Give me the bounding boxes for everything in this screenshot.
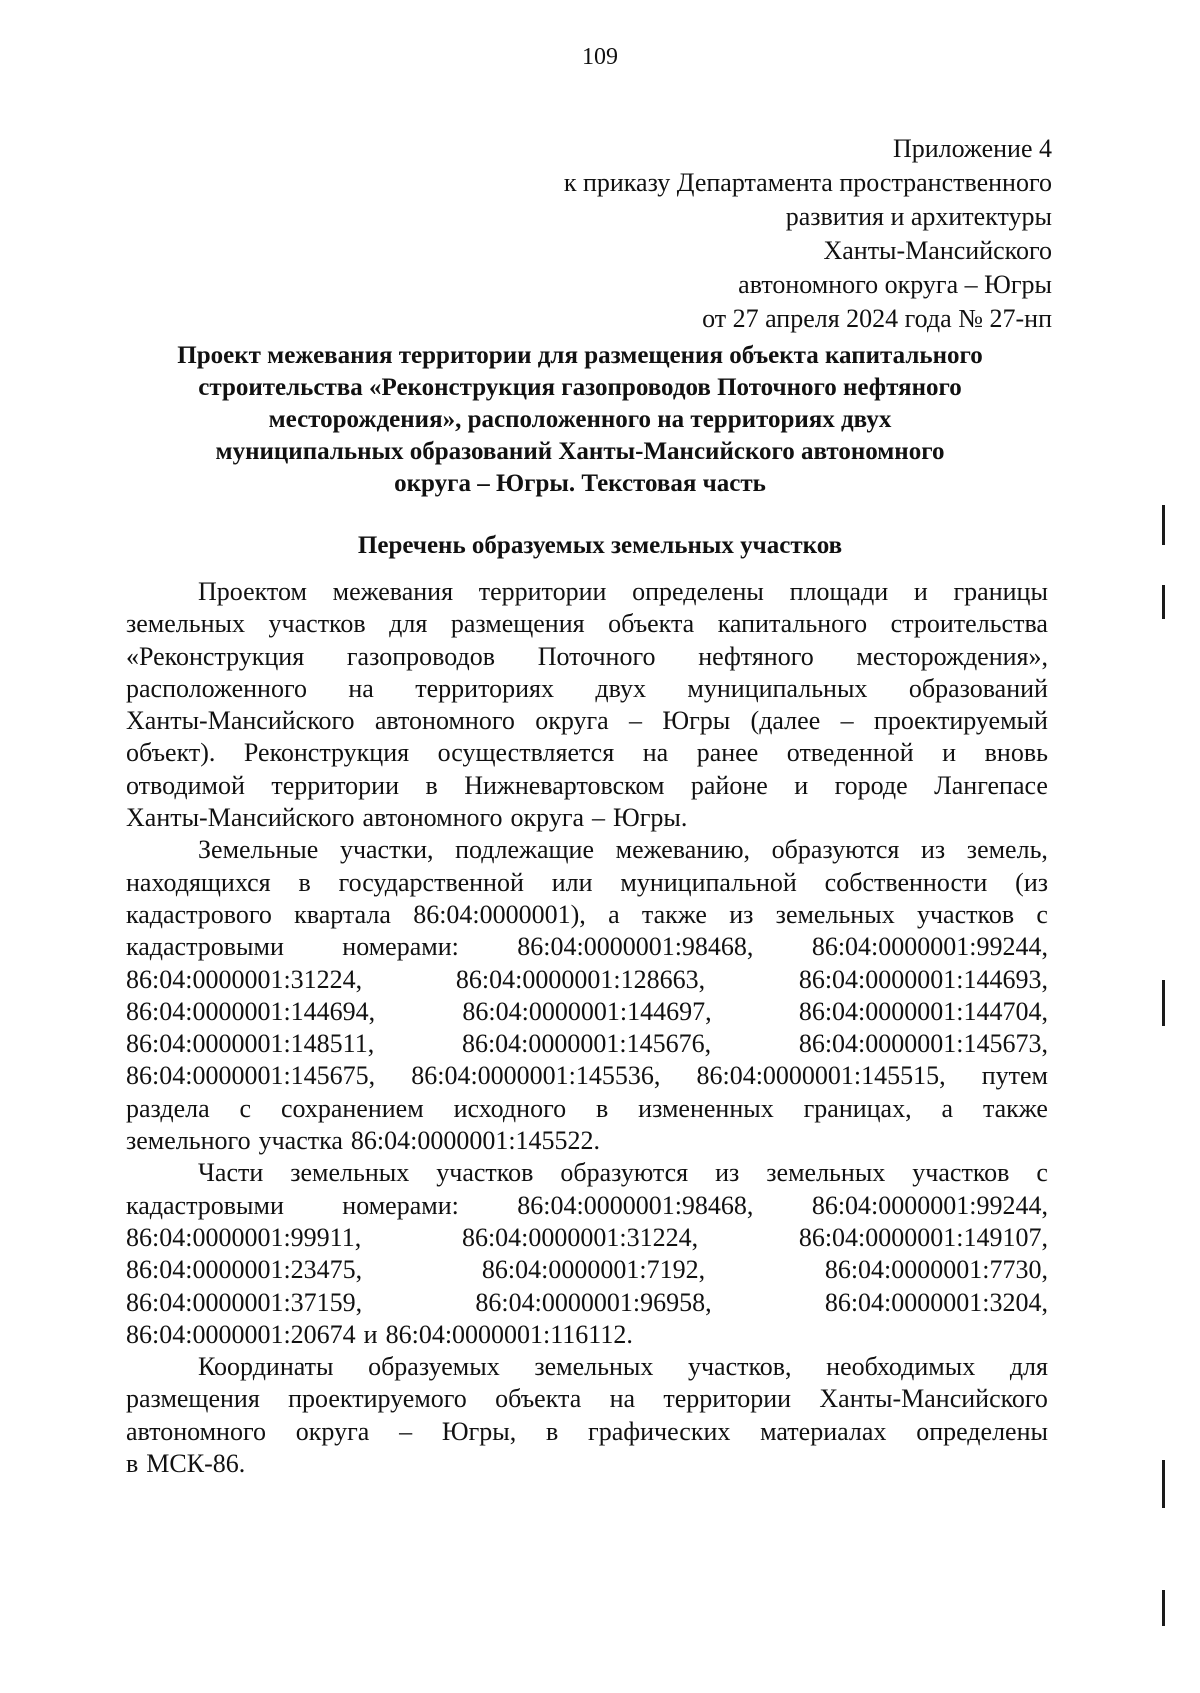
word: – bbox=[629, 706, 643, 736]
body-paragraph bbox=[126, 1157, 1048, 1351]
word: определены bbox=[632, 577, 764, 606]
text-line bbox=[126, 931, 1048, 963]
body-paragraph bbox=[126, 834, 1048, 1157]
word: участков bbox=[268, 609, 366, 639]
word: строительства bbox=[890, 609, 1048, 639]
word: кадастровыми bbox=[126, 932, 284, 962]
word: автономного bbox=[374, 706, 515, 736]
text-line bbox=[126, 1351, 1048, 1383]
word: участков bbox=[436, 1158, 534, 1188]
word: графических bbox=[588, 1416, 731, 1446]
word: месторождения», bbox=[856, 641, 1048, 671]
text-line bbox=[126, 1448, 1048, 1480]
page-number: 109 bbox=[582, 44, 618, 70]
word: из bbox=[729, 899, 754, 929]
word: определены bbox=[916, 1416, 1048, 1446]
word: участки, bbox=[339, 835, 434, 865]
word: муниципальной bbox=[620, 867, 797, 897]
word: из bbox=[921, 835, 946, 865]
word: 86:04:0000001:37159, bbox=[126, 1287, 363, 1317]
text-line bbox=[126, 673, 1048, 705]
word: 86:04:0000001:99911, bbox=[126, 1222, 362, 1252]
word: Югры. bbox=[613, 803, 688, 833]
word: 86:04:0000001:3204, bbox=[824, 1287, 1048, 1317]
text-line bbox=[126, 996, 1048, 1028]
word: осуществляется bbox=[437, 738, 615, 768]
text-line bbox=[126, 641, 1048, 673]
word: отведенной bbox=[786, 738, 914, 768]
word: вновь bbox=[984, 738, 1048, 768]
section-heading: Перечень образуемых земельных участков bbox=[357, 532, 843, 559]
word: кадастрового bbox=[126, 899, 272, 929]
word: государственной bbox=[338, 867, 524, 897]
word: Координаты bbox=[198, 1352, 334, 1382]
word: участков, bbox=[687, 1352, 792, 1382]
word: 86:04:0000001:20674 bbox=[126, 1319, 356, 1349]
word: также bbox=[641, 899, 707, 929]
word: капитального bbox=[717, 609, 868, 639]
word: сохранением bbox=[280, 1093, 424, 1123]
word: территории bbox=[271, 770, 400, 800]
word: 86:04:0000001:145515, bbox=[696, 1061, 946, 1091]
word: – bbox=[399, 1416, 413, 1446]
word: необходимых bbox=[826, 1352, 976, 1382]
word: 86:04:0000001:98468, bbox=[517, 1190, 754, 1220]
word: (далее bbox=[750, 706, 821, 736]
word: в bbox=[545, 1416, 559, 1446]
word: в bbox=[425, 770, 438, 800]
word: Ханты-Мансийского bbox=[126, 803, 355, 833]
word: номерами: bbox=[342, 1190, 459, 1220]
word: площади bbox=[789, 577, 889, 606]
text-line bbox=[126, 1222, 1048, 1254]
word: образуются bbox=[771, 835, 900, 865]
title-line: месторождения», расположенного на территориях двух bbox=[268, 406, 892, 433]
text-line bbox=[126, 1190, 1048, 1222]
word: с bbox=[1036, 1158, 1048, 1188]
text-line bbox=[126, 705, 1048, 737]
word: газопроводов bbox=[346, 641, 495, 671]
word: кадастровыми bbox=[126, 1190, 284, 1220]
word: 86:04:0000001:145522. bbox=[350, 1126, 601, 1156]
scan-edge-mark bbox=[1162, 980, 1165, 1026]
word: территории bbox=[478, 577, 607, 606]
word: земель, bbox=[966, 835, 1048, 865]
word: двух bbox=[595, 673, 647, 703]
text-line bbox=[126, 576, 1048, 608]
title-line: округа – Югры. Текстовая часть bbox=[394, 470, 766, 497]
word: квартала bbox=[294, 899, 391, 929]
word: объект). bbox=[126, 738, 216, 768]
text-line bbox=[126, 1028, 1048, 1060]
title-line: муниципальных образований Ханты-Мансийского автономного bbox=[215, 438, 945, 465]
word: 86:04:0000001:148511, bbox=[126, 1029, 375, 1059]
text-line bbox=[126, 867, 1048, 899]
text-line bbox=[126, 802, 1048, 834]
text-line bbox=[126, 1157, 1048, 1189]
body-paragraph bbox=[126, 576, 1048, 834]
word: Поточного bbox=[537, 641, 656, 671]
body-text bbox=[126, 576, 1048, 1480]
word: (из bbox=[1015, 867, 1048, 897]
word: 86:04:0000001:128663, bbox=[455, 964, 706, 994]
text-line bbox=[126, 834, 1048, 866]
word: межевания bbox=[332, 577, 454, 606]
word: Проектом bbox=[198, 577, 307, 606]
word: на bbox=[642, 738, 669, 768]
appendix-line: к приказу Департамента пространственного bbox=[563, 168, 1052, 197]
word: – bbox=[592, 803, 606, 833]
word: или bbox=[551, 867, 593, 897]
word: автономного bbox=[362, 803, 503, 833]
text-line bbox=[126, 964, 1048, 996]
word: Реконструкция bbox=[243, 738, 410, 768]
word: с bbox=[239, 1093, 252, 1123]
appendix-line: автономного округа – Югры bbox=[738, 270, 1052, 299]
word: земельных bbox=[775, 899, 895, 929]
word: образуются bbox=[560, 1158, 689, 1188]
word: 86:04:0000001:7730, bbox=[824, 1255, 1048, 1285]
word: и bbox=[942, 738, 957, 768]
word: также bbox=[982, 1093, 1048, 1123]
word: земельных bbox=[766, 1158, 886, 1188]
word: для bbox=[389, 609, 428, 639]
word: путем bbox=[981, 1061, 1048, 1091]
word: 86:04:0000001:144693, bbox=[798, 964, 1048, 994]
word: 86:04:0000001:96958, bbox=[475, 1287, 712, 1317]
word: границах, bbox=[803, 1093, 912, 1123]
word: 86:04:0000001:7192, bbox=[481, 1255, 706, 1285]
document-title bbox=[110, 340, 1050, 500]
word: 86:04:0000001:31224, bbox=[461, 1222, 699, 1252]
word: районе bbox=[690, 770, 768, 800]
scan-edge-mark bbox=[1162, 505, 1165, 545]
body-paragraph bbox=[126, 1351, 1048, 1480]
word: и bbox=[363, 1319, 378, 1349]
word: 86:04:0000001:149107, bbox=[798, 1222, 1048, 1252]
word: Ханты-Мансийского bbox=[819, 1384, 1048, 1414]
word: собственности bbox=[824, 867, 988, 897]
word: округа bbox=[535, 706, 609, 736]
text-line bbox=[126, 737, 1048, 769]
word: Лангепасе bbox=[934, 770, 1048, 800]
word: округа bbox=[295, 1416, 370, 1446]
word: 86:04:0000001:23475, bbox=[126, 1255, 363, 1285]
word: находящихся bbox=[126, 867, 271, 897]
word: 86:04:0000001:145675, bbox=[126, 1061, 376, 1091]
text-line bbox=[126, 1060, 1048, 1092]
word: измененных bbox=[638, 1093, 774, 1123]
text-line bbox=[126, 899, 1048, 931]
word: проектируемого bbox=[288, 1384, 467, 1414]
text-line bbox=[126, 1416, 1048, 1448]
word: исходного bbox=[453, 1093, 567, 1123]
word: на bbox=[348, 673, 374, 703]
word: размещения bbox=[126, 1384, 260, 1414]
word: 86:04:0000001:145676, bbox=[461, 1029, 712, 1059]
scan-edge-mark bbox=[1162, 1460, 1165, 1508]
word: земельных bbox=[534, 1352, 654, 1382]
word: на bbox=[609, 1384, 636, 1414]
scan-edge-mark bbox=[1162, 1590, 1165, 1626]
word: Части bbox=[198, 1158, 264, 1188]
appendix-block bbox=[432, 132, 1052, 336]
word: нефтяного bbox=[698, 641, 814, 671]
text-line bbox=[126, 1287, 1048, 1319]
word: проектируемый bbox=[873, 706, 1048, 736]
word: расположенного bbox=[126, 673, 307, 703]
word: 86:04:0000001:144704, bbox=[798, 996, 1048, 1026]
word: Ханты-Мансийского bbox=[126, 706, 355, 736]
word: 86:04:0000001:144697, bbox=[462, 996, 712, 1026]
word: в bbox=[298, 867, 311, 897]
word: в bbox=[126, 1449, 139, 1479]
word: из bbox=[715, 1158, 740, 1188]
title-line: строительства «Реконструкция газопроводов Поточного нефтяного bbox=[198, 374, 962, 401]
word: и bbox=[794, 770, 809, 800]
word: и bbox=[913, 577, 928, 606]
word: Нижневартовском bbox=[464, 770, 665, 800]
word: ранее bbox=[696, 738, 759, 768]
word: 86:04:0000001:99244, bbox=[811, 1190, 1048, 1220]
scan-edge-mark bbox=[1162, 585, 1165, 619]
word: территориях bbox=[415, 673, 554, 703]
word: а bbox=[941, 1093, 954, 1123]
word: – bbox=[840, 706, 854, 736]
word: муниципальных bbox=[687, 673, 868, 703]
word: межеванию, bbox=[615, 835, 751, 865]
word: 86:04:0000001:31224, bbox=[126, 964, 363, 994]
appendix-line: Ханты-Мансийского bbox=[823, 236, 1052, 265]
word: размещения bbox=[450, 609, 585, 639]
word: с bbox=[1036, 899, 1048, 929]
word: Югры, bbox=[441, 1416, 517, 1446]
text-line bbox=[126, 608, 1048, 640]
word: объекта bbox=[495, 1384, 582, 1414]
word: «Реконструкция bbox=[126, 641, 305, 671]
word: границы bbox=[953, 577, 1048, 606]
text-line bbox=[126, 1383, 1048, 1415]
text-line bbox=[126, 770, 1048, 802]
word: объекта bbox=[608, 609, 695, 639]
appendix-line: от 27 апреля 2024 года № 27-нп bbox=[702, 304, 1052, 333]
word: в bbox=[595, 1093, 609, 1123]
appendix-line: развития и архитектуры bbox=[785, 202, 1052, 231]
word: Югры bbox=[662, 706, 731, 736]
text-line bbox=[126, 1319, 1048, 1351]
word: для bbox=[1009, 1352, 1048, 1382]
word: участков bbox=[912, 1158, 1010, 1188]
word: 86:04:0000001:144694, bbox=[126, 996, 376, 1026]
word: отводимой bbox=[126, 770, 245, 800]
word: раздела bbox=[126, 1093, 210, 1123]
text-line bbox=[126, 1125, 1048, 1157]
word: автономного bbox=[126, 1416, 266, 1446]
word: округа bbox=[510, 803, 585, 833]
word: подлежащие bbox=[455, 835, 595, 865]
word: образований bbox=[908, 673, 1048, 703]
word: материалах bbox=[760, 1416, 887, 1446]
word: земельных bbox=[290, 1158, 410, 1188]
word: земельных bbox=[126, 609, 246, 639]
word: 86:04:0000001:116112. bbox=[385, 1319, 633, 1349]
word: земельного bbox=[126, 1126, 251, 1156]
appendix-line: Приложение 4 bbox=[892, 134, 1052, 163]
word: образуемых bbox=[368, 1352, 500, 1382]
word: городе bbox=[834, 770, 908, 800]
word: МСК-86. bbox=[146, 1449, 246, 1479]
word: а bbox=[608, 899, 620, 929]
word: номерами: bbox=[342, 932, 459, 962]
title-line: Проект межевания территории для размещения объекта капитального bbox=[177, 342, 983, 369]
word: участков bbox=[916, 899, 1015, 929]
text-line bbox=[126, 1254, 1048, 1286]
word: участка bbox=[258, 1126, 343, 1156]
word: территории bbox=[663, 1384, 792, 1414]
word: 86:04:0000001:98468, bbox=[517, 932, 754, 962]
word: 86:04:0000001), bbox=[413, 899, 586, 929]
word: 86:04:0000001:145673, bbox=[798, 1029, 1048, 1059]
word: 86:04:0000001:145536, bbox=[411, 1061, 661, 1091]
text-line bbox=[126, 1093, 1048, 1125]
word: Земельные bbox=[198, 835, 319, 865]
word: 86:04:0000001:99244, bbox=[811, 932, 1048, 962]
